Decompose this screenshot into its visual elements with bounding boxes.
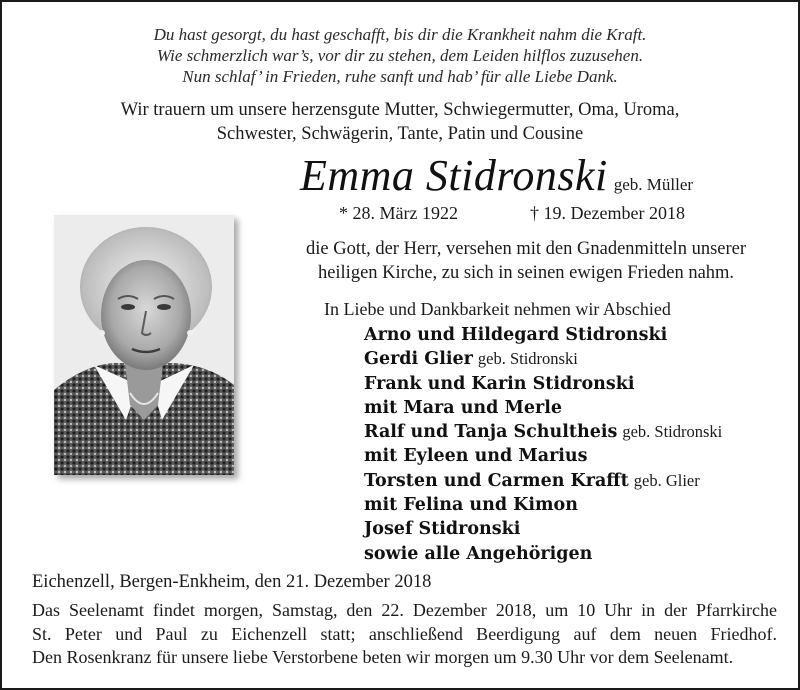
faith-line: heiligen Kirche, zu sich in seinen ewigen Frieden nahm. — [317, 263, 735, 283]
mourner-maiden-name: geb. Stidronski — [477, 349, 578, 369]
notice-line: Das Seelenamt findet morgen, Samstag, den 22. Dezember 2018, um 10 Uhr in der Pfarrkirche — [32, 600, 777, 620]
poem-line: Nun schlaf’ in Frieden, ruhe sanft und hab’ für alle Liebe Dank. — [182, 67, 618, 86]
mourners-list — [364, 323, 722, 566]
memorial-poem — [2, 24, 798, 87]
birth-date: * 28. März 1922 — [339, 203, 458, 223]
mourner-entry — [364, 493, 722, 517]
mourner-entry — [364, 420, 722, 444]
mourner-name: Ralf und Tanja Schultheis — [364, 422, 618, 443]
mourner-entry — [364, 323, 722, 347]
mourner-entry — [364, 444, 722, 468]
poem-line: Wie schmerzlich war’s, vor dir zu stehen, dem Leiden hilflos zuzusehen. — [156, 46, 644, 65]
intro-line: Schwester, Schwägerin, Tante, Patin und Cousine — [216, 124, 584, 144]
mourner-name: Josef Stidronski — [364, 519, 521, 540]
mourner-name: mit Eyleen und Marius — [364, 446, 588, 467]
deceased-name-row — [300, 150, 693, 201]
mourner-name: Torsten und Carmen Krafft — [364, 470, 629, 491]
mourner-name: Arno und Hildegard Stidronski — [364, 325, 668, 345]
mourner-entry — [364, 372, 722, 396]
notice-line: Den Rosenkranz für unsere liebe Verstorbene beten wir morgen um 9.30 Uhr vor dem Seelenamt. — [32, 647, 734, 667]
mourner-name: sowie alle Angehörigen — [364, 543, 593, 564]
mourner-name: mit Felina und Kimon — [364, 495, 578, 516]
mourner-name: Frank und Karin Stidronski — [364, 373, 635, 394]
farewell-line: In Liebe und Dankbarkeit nehmen wir Abschied — [324, 299, 671, 319]
maiden-name: geb. Müller — [613, 175, 694, 194]
mourner-entry — [364, 542, 722, 566]
notice-line: St. Peter und Paul zu Eichenzell statt; anschließend Beerdigung auf dem neuen Friedhof. — [32, 623, 777, 644]
intro-line: Wir trauern um unsere herzensgute Mutter, Schwiegermutter, Oma, Uroma, — [120, 100, 680, 120]
mourning-intro — [2, 98, 798, 146]
mourner-entry — [364, 347, 722, 371]
faith-line: die Gott, der Herr, versehen mit den Gnadenmitteln unserer — [305, 239, 747, 259]
mourner-entry — [364, 396, 722, 420]
service-notice — [32, 599, 777, 670]
poem-line: Du hast gesorgt, du hast geschafft, bis dir die Krankheit nahm die Kraft. — [153, 25, 647, 44]
mourner-name: mit Mara und Merle — [364, 397, 562, 418]
place-and-date: Eichenzell, Bergen-Enkheim, den 21. Dezember 2018 — [32, 572, 432, 592]
deceased-name: Emma Stidronski — [300, 151, 608, 200]
mourner-maiden-name: geb. Stidronski — [622, 422, 723, 442]
portrait-photo — [54, 215, 234, 475]
mourner-maiden-name: geb. Glier — [633, 470, 700, 490]
death-date: † 19. Dezember 2018 — [530, 203, 685, 223]
mourner-name: Gerdi Glier — [364, 349, 473, 370]
faith-text — [274, 237, 778, 285]
mourner-entry — [364, 469, 722, 493]
mourner-entry — [364, 517, 722, 541]
